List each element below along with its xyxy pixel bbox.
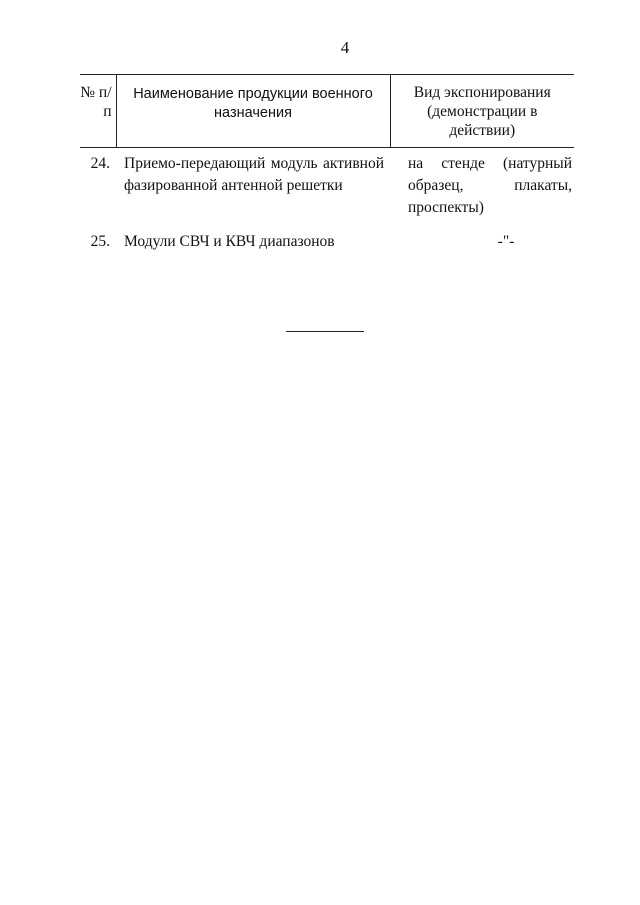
row-exhibit-type: на стенде (натурный образец, плакаты, проспекты) — [408, 155, 572, 216]
header-product-name: Наименование продукции военного назначения — [116, 75, 390, 148]
exhibit-table — [80, 74, 574, 254]
end-of-list-rule — [286, 331, 364, 332]
header-exhibit-type: Вид экспонирования (демонстрации в действии) — [390, 75, 574, 148]
row-number: 24. — [90, 155, 110, 172]
table-header-row — [80, 75, 574, 148]
page-number: 4 — [340, 38, 350, 57]
header-number: № п/п — [80, 75, 116, 148]
row-product-name: Приемо-передающий модуль активной фазированной антенной решетки — [124, 155, 384, 194]
table-header — [80, 75, 574, 148]
row-exhibit-type — [390, 231, 574, 254]
table-body — [80, 148, 574, 255]
ditto-mark: -"- — [497, 233, 515, 250]
table-row — [80, 231, 574, 254]
table-row — [80, 148, 574, 232]
row-product-name: Модули СВЧ и КВЧ диапазонов — [124, 233, 335, 250]
row-number: 25. — [90, 233, 110, 250]
